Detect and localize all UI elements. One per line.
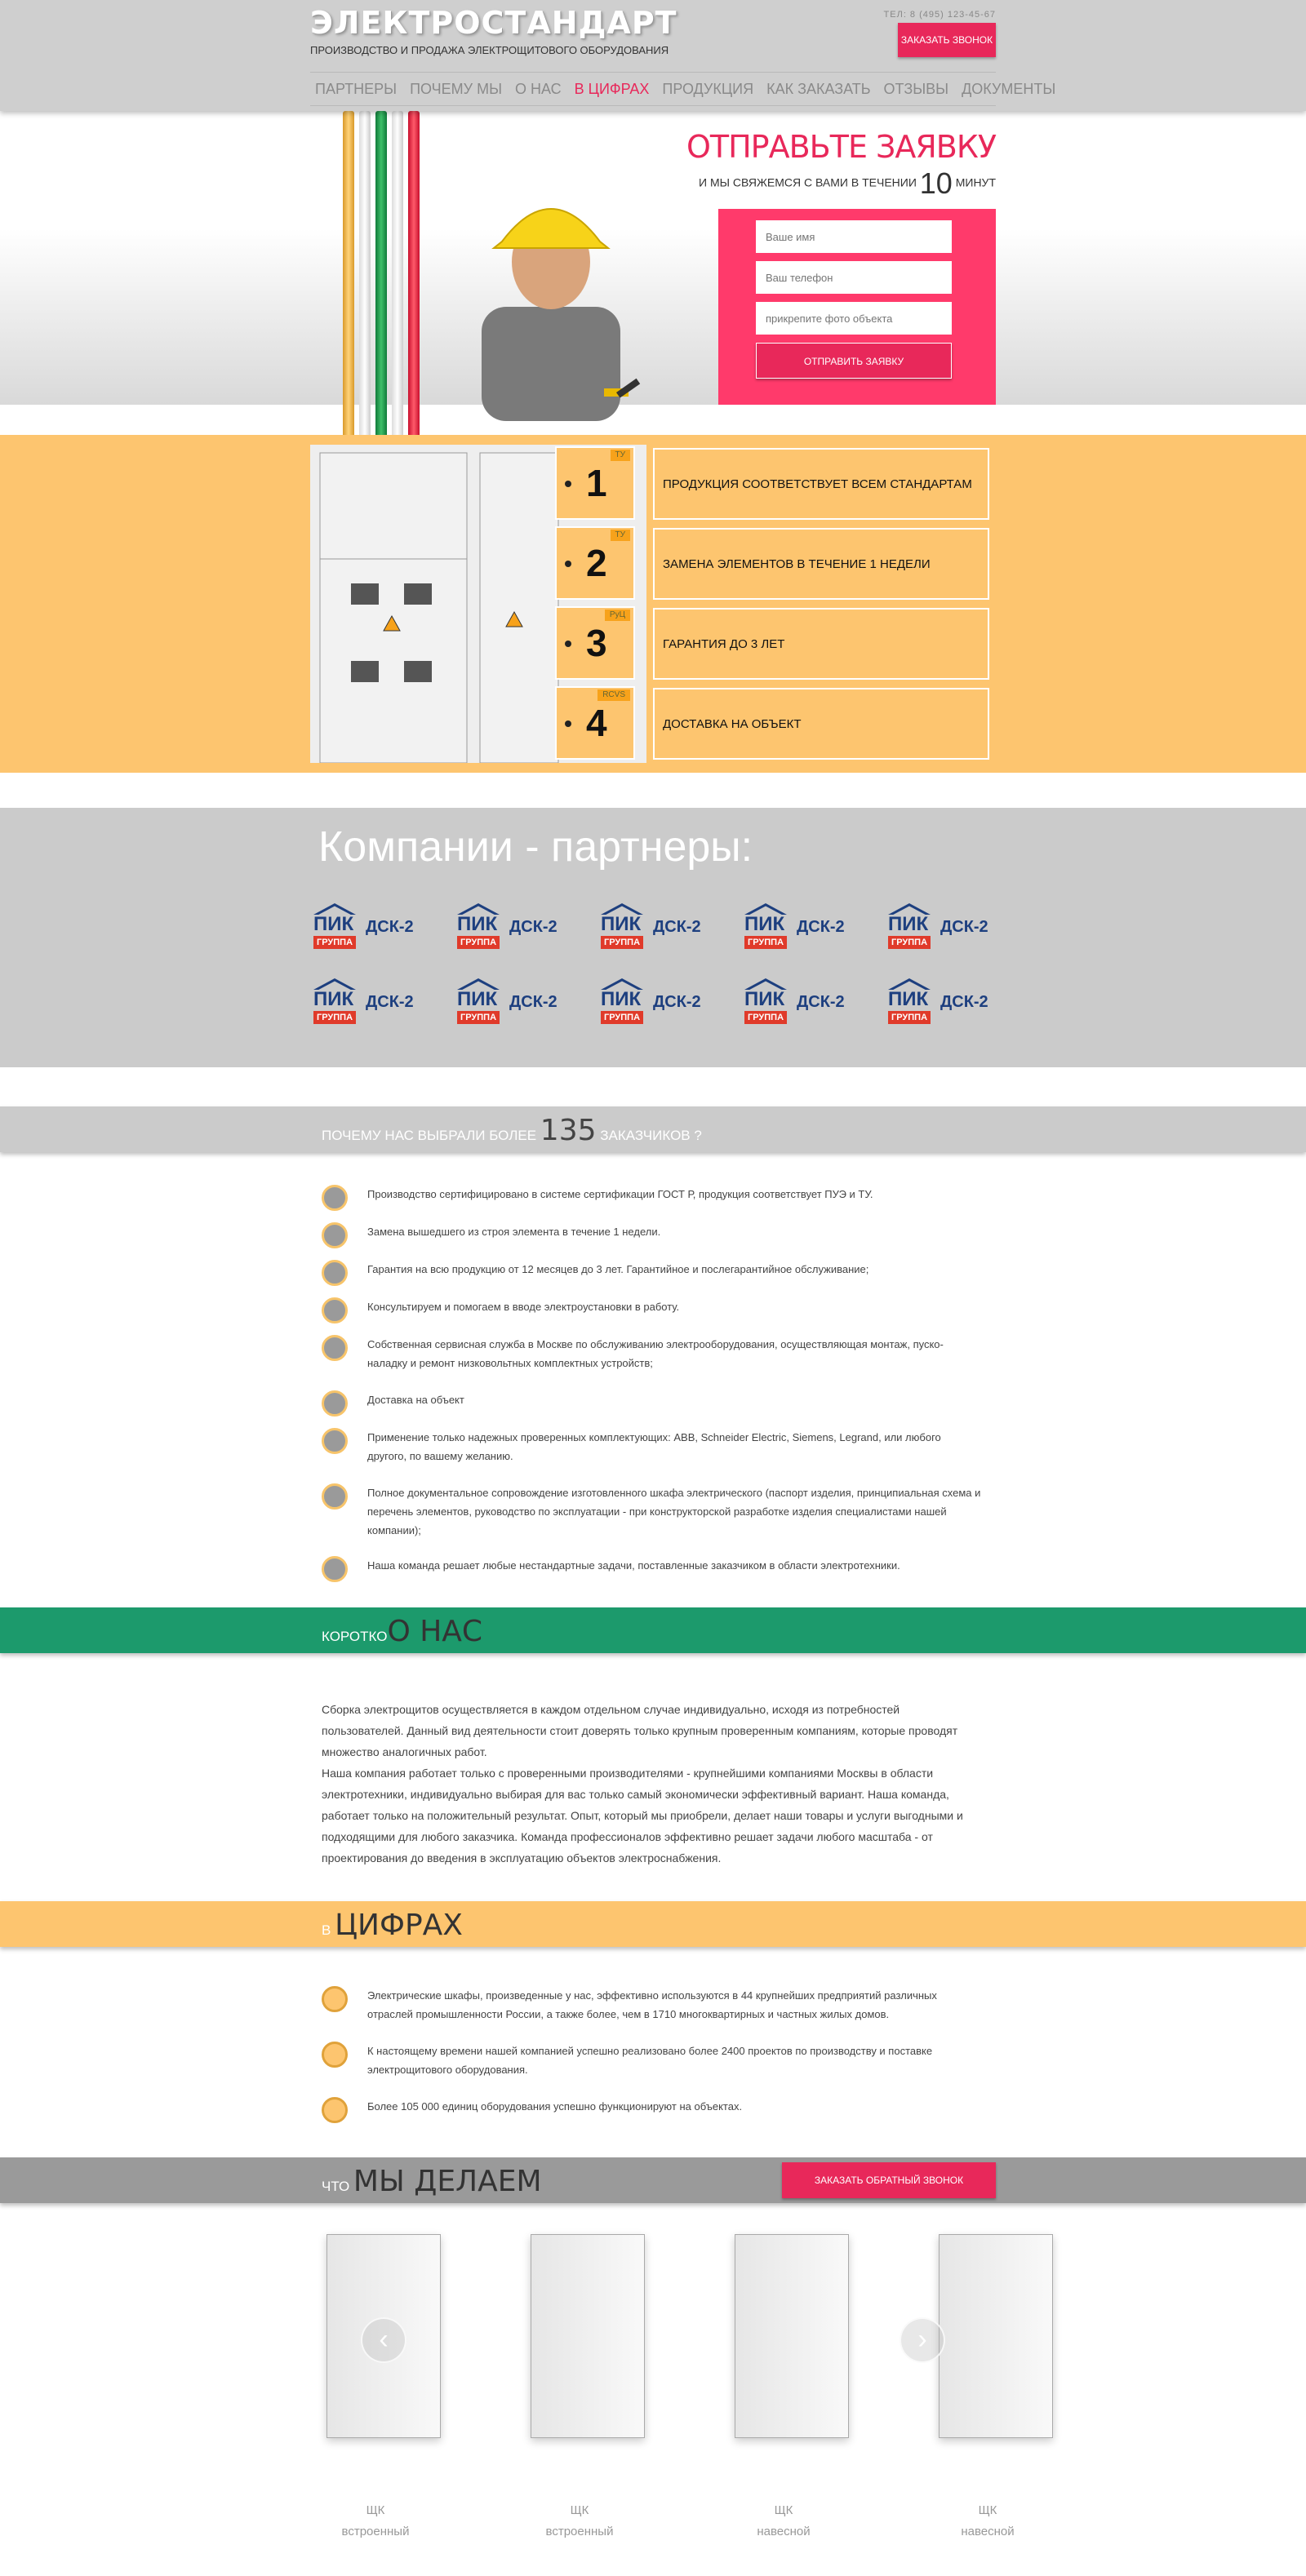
partner-name: ДСК-2 [653, 992, 701, 1011]
pik-logo-icon: ПИК ГРУППА [310, 978, 359, 1026]
bullet-icon [322, 1556, 348, 1582]
partner-logo[interactable] [597, 977, 741, 1027]
feature-text: ПРОДУКЦИЯ СООТВЕТСТВУЕТ ВСЕМ СТАНДАРТАМ [653, 448, 989, 520]
feature-text: ЗАМЕНА ЭЛЕМЕНТОВ В ТЕЧЕНИЕ 1 НЕДЕЛИ [653, 528, 989, 600]
pik-logo-icon: ПИК ГРУППА [454, 903, 503, 951]
product-type: навесной [757, 2525, 811, 2538]
list-item: Применение только надежных проверенных комплектующих: ABB, Schneider Electric, Siemens, Legrand, или любого другого, по вашему желанию. [322, 1428, 983, 1465]
about-text [322, 1699, 975, 1869]
partner-name: ДСК-2 [797, 917, 845, 936]
about-paragraph: Наша компания работает только с проверенными производителями - крупнейшими компаниями Москвы в области электротехники, индивидуально выбирая для вас только самый экономически эффективный вариант. Наша команда, работает только на положительный результат. Опыт, который мы приобрели, делает наши товары и услуги выгодными и подходящими для любого заказчика. Команда профессионалов эффективно решает задачи любого масштаба - от проектирования до введения в эксплуатацию объектов электроснабжения. [322, 1767, 963, 1864]
bullet-icon [322, 2042, 348, 2068]
partner-name: ДСК-2 [940, 917, 988, 936]
cables-image [343, 111, 441, 437]
list-item: Гарантия на всю продукцию от 12 месяцев до 3 лет. Гарантийное и послегарантийное обслуживание; [322, 1260, 983, 1279]
products-bar [0, 2157, 1306, 2203]
logo[interactable]: ЭЛЕКТРОСТАНДАРТ [310, 5, 677, 41]
name-input[interactable] [756, 220, 952, 253]
numbers-bar [0, 1901, 1306, 1947]
partner-logo[interactable] [454, 977, 597, 1027]
partner-logo[interactable] [741, 977, 885, 1027]
nav-how-to-order[interactable]: КАК ЗАКАЗАТЬ [766, 80, 871, 97]
feature-number: 2 ТУ [555, 526, 635, 600]
partner-name: ДСК-2 [509, 917, 557, 936]
bullet-icon [322, 1297, 348, 1323]
feature-texts [653, 448, 989, 768]
pik-logo-icon: ПИК ГРУППА [597, 903, 646, 951]
nav-in-numbers[interactable]: В ЦИФРАХ [574, 80, 650, 97]
partners-title: Компании - партнеры: [318, 823, 753, 871]
carousel-next-button[interactable]: › [900, 2317, 945, 2363]
feature-number: 4 RCVS [555, 686, 635, 760]
feature-number: 1 ТУ [555, 446, 635, 520]
site-header [0, 0, 1306, 111]
products-title: ЧТО МЫ ДЕЛАЕМ [322, 2165, 542, 2198]
list-item: Замена вышедшего из строя элемента в течение 1 недели. [322, 1222, 983, 1241]
bullet-icon [322, 1986, 348, 2012]
carousel-prev-button[interactable]: ‹ [361, 2317, 406, 2363]
bullet-icon [322, 1483, 348, 1510]
partner-logo[interactable] [885, 902, 1028, 952]
partner-logo[interactable] [885, 977, 1028, 1027]
about-paragraph: Сборка электрощитов осуществляется в каждом отдельном случае индивидуально, исходя из потребностей пользователей. Данный вид деятельности стоит доверять только крупным проверенным компаниям, которые проводят множество аналогичных работ. [322, 1703, 958, 1758]
list-item: Более 105 000 единиц оборудования успешно функционируют на объектах. [322, 2097, 983, 2116]
partner-logo[interactable] [741, 902, 885, 952]
worker-image [457, 184, 645, 421]
partner-name: ДСК-2 [940, 992, 988, 1011]
product-carousel [302, 2226, 1118, 2543]
pik-logo-icon: ПИК ГРУППА [885, 903, 934, 951]
partner-logo[interactable] [597, 902, 741, 952]
callback-button[interactable]: ЗАКАЗАТЬ ОБРАТНЫЙ ЗВОНОК [782, 2162, 996, 2198]
product-name: ЩК [774, 2503, 793, 2517]
bullet-icon [322, 1222, 348, 1248]
numbers-title: В ЦИФРАХ [322, 1909, 463, 1942]
product-card[interactable] [710, 2226, 857, 2543]
partner-name: ДСК-2 [797, 992, 845, 1011]
pik-logo-icon: ПИК ГРУППА [741, 903, 790, 951]
list-item: Полное документальное сопровождение изготовленного шкафа электрического (паспорт изделия, принципиальная схема и перечень элементов, руководство по эксплуатации - при конструкторской разработке изделия специалистами нашей компании); [322, 1483, 983, 1540]
partner-logo[interactable] [310, 902, 454, 952]
nav-why-us[interactable]: ПОЧЕМУ МЫ [410, 80, 502, 97]
why-us-title: ПОЧЕМУ НАС ВЫБРАЛИ БОЛЕЕ 135 ЗАКАЗЧИКОВ ? [322, 1114, 702, 1147]
partner-name: ДСК-2 [509, 992, 557, 1011]
numbers-list [322, 1986, 983, 2116]
partner-name: ДСК-2 [366, 992, 414, 1011]
list-item: Наша команда решает любые нестандартные задачи, поставленные заказчиком в области электротехники. [322, 1556, 983, 1575]
hero-section [0, 111, 1306, 405]
bullet-icon [322, 2097, 348, 2123]
partner-logo[interactable] [454, 902, 597, 952]
about-bar [0, 1607, 1306, 1653]
partners-section [0, 808, 1306, 1067]
product-card[interactable] [302, 2226, 449, 2543]
bullet-icon [322, 1185, 348, 1211]
product-type: встроенный [545, 2525, 614, 2538]
main-nav [310, 72, 1056, 106]
hero-subtitle: И МЫ СВЯЖЕМСЯ С ВАМИ В ТЕЧЕНИИ 10 МИНУТ [699, 166, 996, 200]
features-section [0, 435, 1306, 773]
submit-request-button[interactable]: ОТПРАВИТЬ ЗАЯВКУ [756, 343, 952, 379]
nav-reviews[interactable]: ОТЗЫВЫ [883, 80, 949, 97]
products-section [0, 2226, 1306, 2552]
pik-logo-icon: ПИК ГРУППА [454, 978, 503, 1026]
list-item: К настоящему времени нашей компанией успешно реализовано более 2400 проектов по производству и поставке электрощитового оборудования. [322, 2042, 983, 2079]
list-item: Электрические шкафы, произведенные у нас, эффективно используются в 44 крупнейших предприятий различных отраслей промышленности России, а также более, чем в 1710 многоквартирных и частных жилых домов. [322, 1986, 983, 2024]
product-image [710, 2226, 857, 2446]
product-type: встроенный [341, 2525, 410, 2538]
why-us-bar [0, 1106, 1306, 1152]
about-title: КОРОТКОО НАС [322, 1615, 483, 1648]
photo-input[interactable] [756, 302, 952, 335]
request-form [718, 209, 996, 405]
product-name: ЩК [978, 2503, 997, 2517]
list-item: Консультируем и помогаем в вводе электроустановки в работу. [322, 1297, 983, 1316]
product-name: ЩК [366, 2503, 385, 2517]
feature-number: 3 РуЦ [555, 606, 635, 680]
pik-logo-icon: ПИК ГРУППА [310, 903, 359, 951]
partner-name: ДСК-2 [653, 917, 701, 936]
bullet-icon [322, 1428, 348, 1454]
phone-input[interactable] [756, 261, 952, 294]
pik-logo-icon: ПИК ГРУППА [885, 978, 934, 1026]
partner-logo[interactable] [310, 977, 454, 1027]
order-call-button[interactable]: ЗАКАЗАТЬ ЗВОНОК [898, 23, 996, 57]
pik-logo-icon: ПИК ГРУППА [597, 978, 646, 1026]
product-card[interactable] [914, 2226, 1061, 2543]
nav-products[interactable]: ПРОДУКЦИЯ [662, 80, 754, 97]
partners-grid [310, 902, 996, 1027]
bullet-icon [322, 1335, 348, 1361]
bullet-icon [322, 1390, 348, 1417]
feature-text: ДОСТАВКА НА ОБЪЕКТ [653, 688, 989, 760]
nav-partners[interactable]: ПАРТНЕРЫ [315, 80, 398, 97]
partner-name: ДСК-2 [366, 917, 414, 936]
nav-documents[interactable]: ДОКУМЕНТЫ [962, 80, 1056, 97]
nav-about[interactable]: О НАС [515, 80, 562, 97]
product-card[interactable] [506, 2226, 653, 2543]
feature-text: ГАРАНТИЯ ДО 3 ЛЕТ [653, 608, 989, 680]
list-item: Доставка на объект [322, 1390, 983, 1409]
product-name: ЩК [570, 2503, 589, 2517]
feature-numbers [555, 446, 635, 766]
list-item: Собственная сервисная служба в Москве по обслуживанию электрооборудования, осуществляющая монтаж, пуско-наладку и ремонт низковольтных комплектных устройств; [322, 1335, 983, 1372]
tagline: ПРОИЗВОДСТВО И ПРОДАЖА ЭЛЕКТРОЩИТОВОГО ОБОРУДОВАНИЯ [310, 44, 669, 56]
phone-number: ТЕЛ: 8 (495) 123-45-67 [883, 10, 996, 20]
why-us-list [322, 1185, 983, 1575]
list-item: Производство сертифицировано в системе сертификации ГОСТ Р, продукция соответствует ПУЭ и ТУ. [322, 1185, 983, 1204]
pik-logo-icon: ПИК ГРУППА [741, 978, 790, 1026]
bullet-icon [322, 1260, 348, 1286]
hero-title: ОТПРАВЬТЕ ЗАЯВКУ [686, 129, 996, 165]
product-image [506, 2226, 653, 2446]
product-type: навесной [961, 2525, 1015, 2538]
